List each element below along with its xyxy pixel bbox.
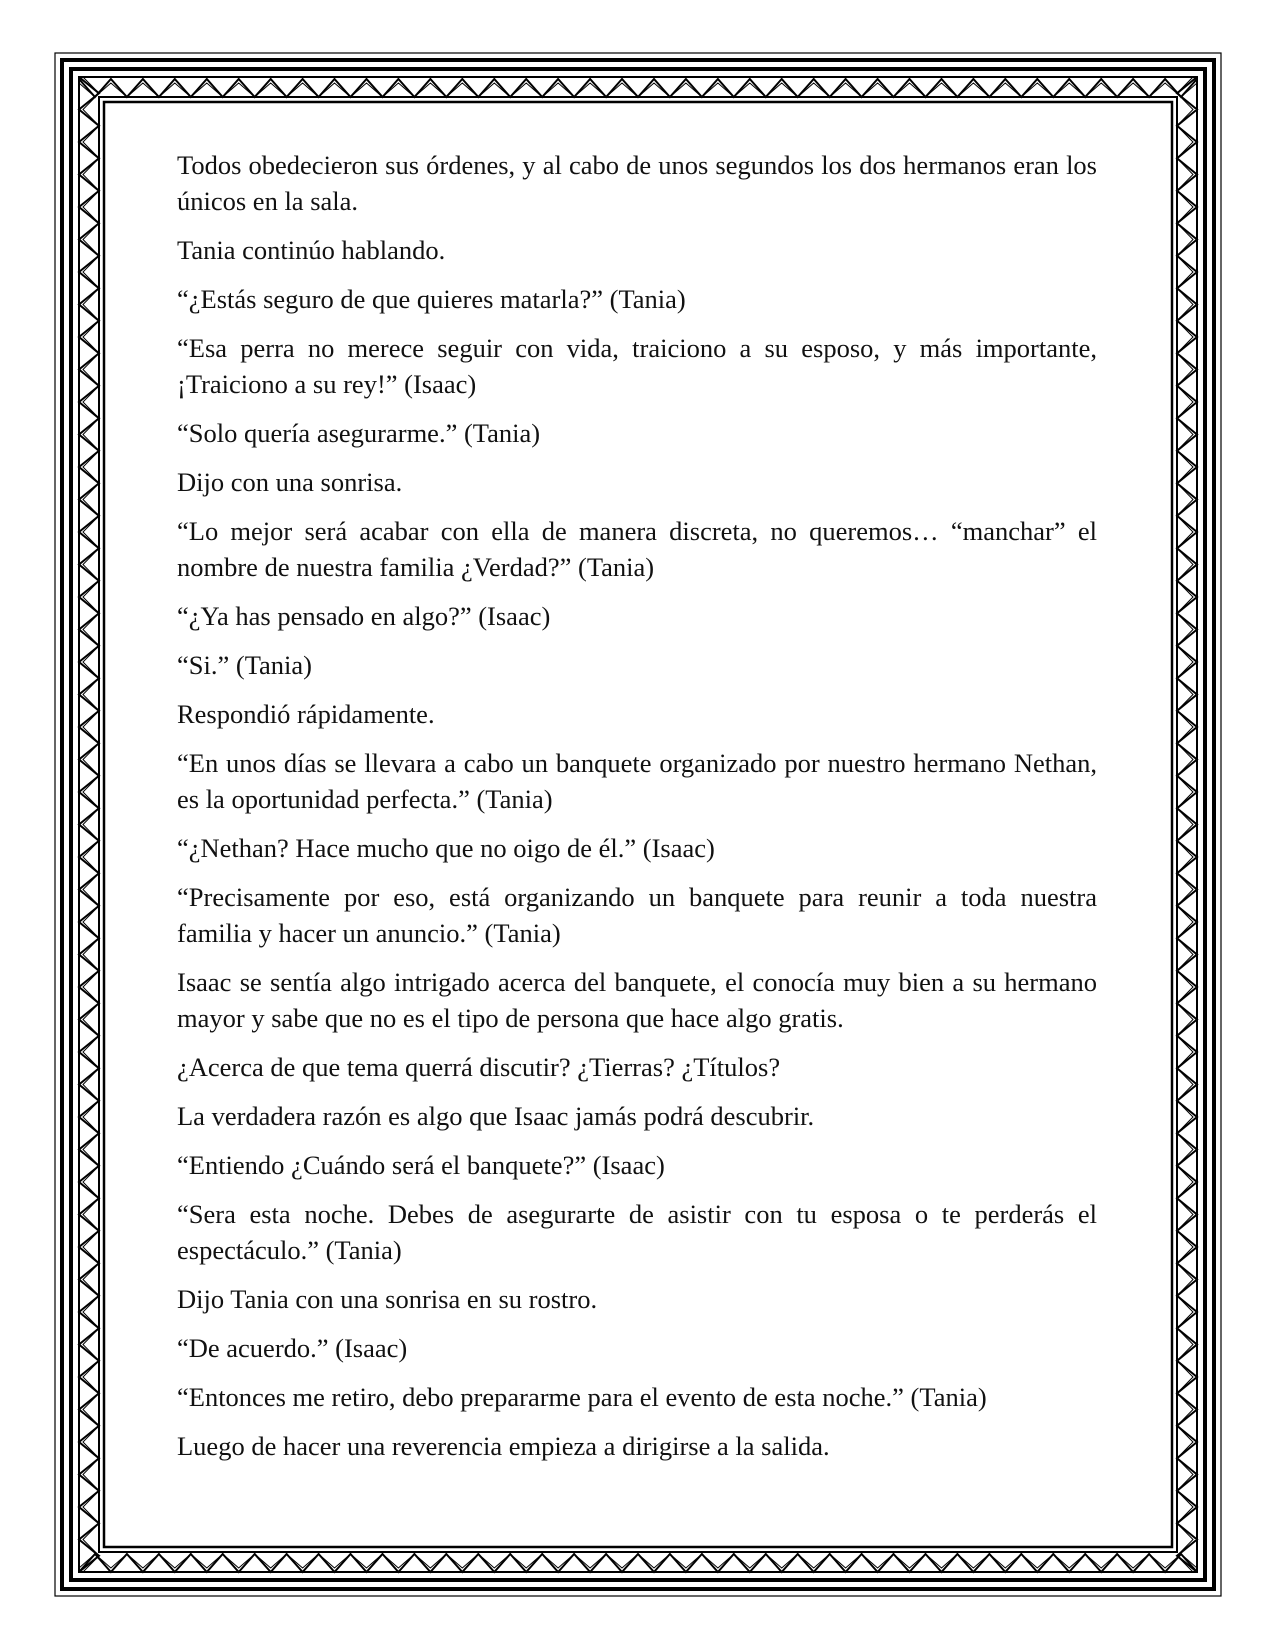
paragraph: Tania continúo hablando. xyxy=(177,235,446,265)
paragraph: “¿Estás seguro de que quieres matarla?” (Tania) xyxy=(177,284,686,314)
paragraph: “Entonces me retiro, debo prepararme para el evento de esta noche.” (Tania) xyxy=(177,1382,987,1412)
paragraph: “Esa perra no merece seguir con vida, traiciono a su esposo, y más importante, ¡Traiciono a su rey!” (Isaac) xyxy=(177,333,1097,399)
paragraph: “De acuerdo.” (Isaac) xyxy=(177,1333,408,1363)
paragraph: Dijo con una sonrisa. xyxy=(177,467,403,497)
paragraph: “¿Ya has pensado en algo?” (Isaac) xyxy=(177,601,551,631)
paragraph: ¿Acerca de que tema querrá discutir? ¿Tierras? ¿Títulos? xyxy=(177,1052,781,1082)
paragraph: Luego de hacer una reverencia empieza a dirigirse a la salida. xyxy=(177,1431,830,1461)
document-body xyxy=(177,147,1097,1477)
paragraph: “Precisamente por eso, está organizando un banquete para reunir a toda nuestra familia y hacer un anuncio.” (Tania) xyxy=(177,882,1097,948)
paragraph: Respondió rápidamente. xyxy=(177,699,435,729)
paragraph: “En unos días se llevara a cabo un banquete organizado por nuestro hermano Nethan, es la oportunidad perfecta.” (Tania) xyxy=(177,748,1097,814)
paragraph: “Sera esta noche. Debes de asegurarte de asistir con tu esposa o te perderás el espectáculo.” (Tania) xyxy=(177,1199,1097,1265)
paragraph: “Solo quería asegurarme.” (Tania) xyxy=(177,418,541,448)
paragraph: La verdadera razón es algo que Isaac jamás podrá descubrir. xyxy=(177,1101,815,1131)
paragraph: Todos obedecieron sus órdenes, y al cabo de unos segundos los dos hermanos eran los únicos en la sala. xyxy=(177,150,1097,216)
paragraph: “¿Nethan? Hace mucho que no oigo de él.” (Isaac) xyxy=(177,833,715,863)
paragraph: Dijo Tania con una sonrisa en su rostro. xyxy=(177,1284,598,1314)
paragraph: “Entiendo ¿Cuándo será el banquete?” (Isaac) xyxy=(177,1150,665,1180)
paragraph: “Lo mejor será acabar con ella de manera discreta, no queremos… “manchar” el nombre de nuestra familia ¿Verdad?” (Tania) xyxy=(177,516,1097,582)
paragraph: Isaac se sentía algo intrigado acerca del banquete, el conocía muy bien a su hermano mayor y sabe que no es el tipo de persona que hace algo gratis. xyxy=(177,967,1097,1033)
paragraph: “Si.” (Tania) xyxy=(177,650,312,680)
